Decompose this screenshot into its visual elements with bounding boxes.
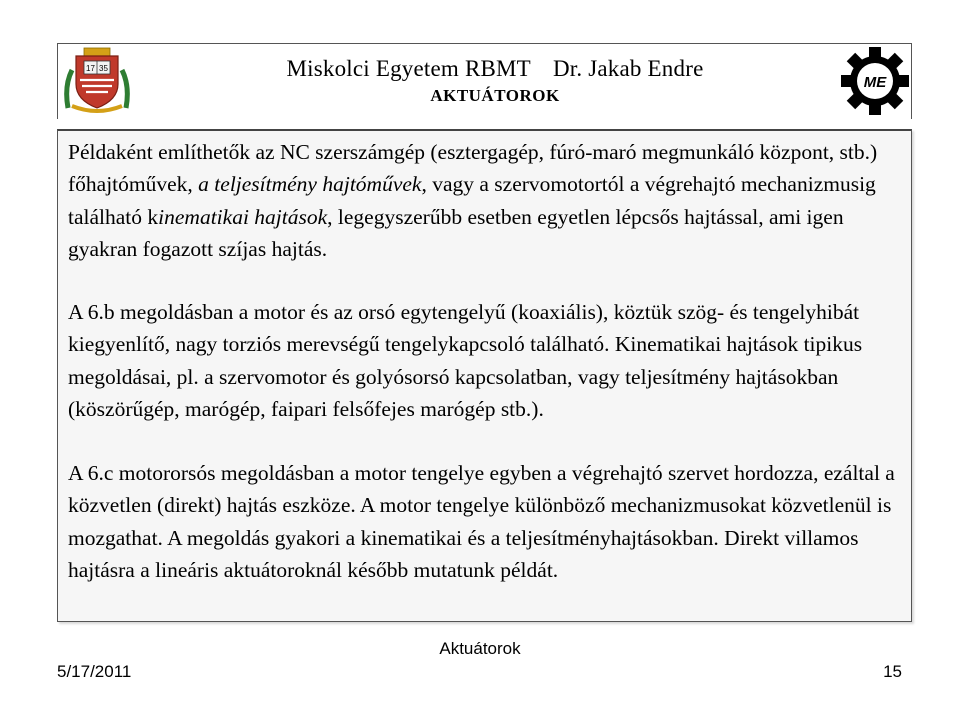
crest-year-left: 17 [86, 64, 95, 73]
gear-logo-icon [840, 46, 910, 116]
paragraph-2: A 6.b megoldásban a motor és az orsó egytengelyű (koaxiális), köztük szög- és tengelyhibát kiegyenlítő, nagy torziós merevségű tengelykapcsoló található. Kinematikai hajtások tipikus megoldásai, pl. a szervomotor és golyósorsó kapcsolatban, vagy teljesítmény hajtásokban (köszörűgép, marógép, faipari felsőfejes marógép stb.). [68, 300, 863, 421]
slide-subtitle: AKTUÁTOROK [430, 86, 560, 105]
footer-title: Aktuátorok [439, 639, 521, 658]
author-name: Dr. Jakab Endre [552, 56, 704, 81]
paragraph-1-emphasis-b: inematikai hajtások [158, 204, 328, 229]
paragraph-3: A 6.c motororsós megoldásban a motor tengelye egyben a végrehajtó szervet hordozza, ezáltal a közvetlen (direkt) hajtás eszköze. A motor tengelye különböző mechanizmusokat közvetlenül is mozgathat. A megoldás gyakori a kinematikai és a teljesítményhajtásokban. Direkt villamos hajtásra a lineáris aktuátoroknál később mutatunk példát. [68, 461, 895, 582]
paragraph-1-text-c: , legegyszerűbb esetben egyetlen lépcsős hajtással, ami igen gyakran fogazott szíjas hajtás. [68, 204, 844, 261]
paragraph-1-text-a: Példaként említhetők az NC szerszámgép (esztergagép, fúró-maró megmunkáló központ, stb.) főhajtóművek, [68, 140, 878, 197]
paragraph-1-emphasis-a: a teljesítmény hajtóművek [198, 172, 422, 197]
page-number: 15 [883, 662, 902, 681]
university-crest-logo [62, 46, 132, 114]
paragraph-1-text-b: , vagy a szervomotortól a végrehajtó mechanizmusig található k [68, 172, 876, 229]
footer-date: 5/17/2011 [57, 662, 132, 681]
gear-logo-text: ME [863, 74, 887, 91]
institution-name: Miskolci Egyetem RBMT [286, 56, 531, 81]
paragraph-1 [68, 136, 908, 265]
slide-title [150, 56, 840, 82]
crest-year-right: 35 [99, 64, 108, 73]
